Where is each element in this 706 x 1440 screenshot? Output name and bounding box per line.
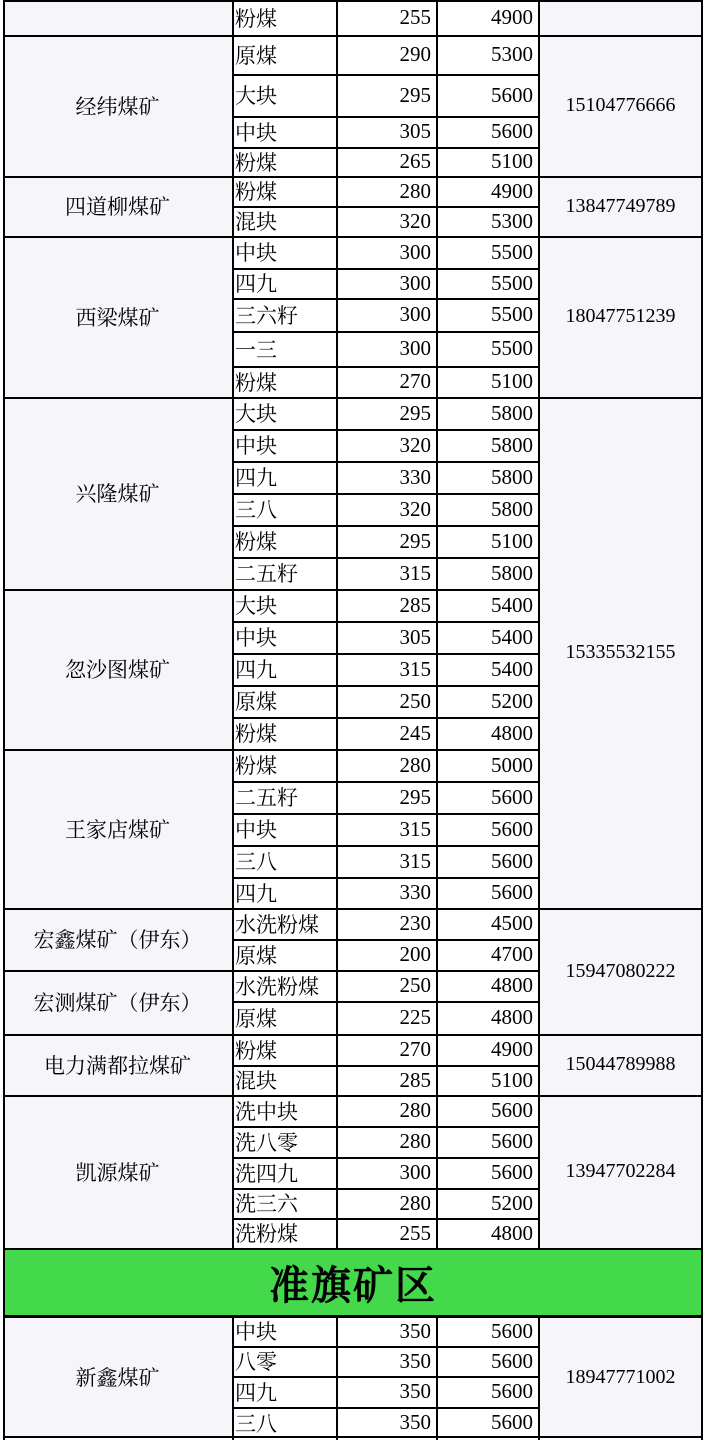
- grid-line: [336, 1316, 338, 1440]
- grid-line: [538, 0, 540, 1248]
- grid-line: [3, 908, 232, 910]
- coal-type: 大块: [232, 589, 336, 621]
- price: 350: [336, 1316, 436, 1346]
- price: 280: [336, 1095, 436, 1126]
- coal-type: 二五籽: [232, 557, 336, 589]
- calorific-value: 5800: [436, 429, 538, 461]
- price: 295: [336, 525, 436, 557]
- coal-type: 原煤: [232, 685, 336, 717]
- grid-line: [436, 1316, 438, 1440]
- coal-type: 洗八零: [232, 1126, 336, 1157]
- price: 250: [336, 970, 436, 1001]
- coal-type: 原煤: [232, 1001, 336, 1034]
- grid-line: [232, 1218, 538, 1220]
- price: 300: [336, 331, 436, 366]
- grid-line: [232, 116, 538, 118]
- grid-line: [538, 1034, 703, 1036]
- calorific-value: 4900: [436, 0, 538, 35]
- grid-line: [538, 35, 703, 37]
- grid-line: [232, 1376, 538, 1378]
- coal-type: 洗粉煤: [232, 1218, 336, 1248]
- calorific-value: 5600: [436, 1126, 538, 1157]
- grid-line: [232, 749, 538, 751]
- contact-phone: 15044789988: [538, 1034, 703, 1095]
- contact-phone: [538, 0, 703, 35]
- price: 300: [336, 298, 436, 331]
- coal-type: 粉煤: [232, 147, 336, 176]
- calorific-value: 5600: [436, 1407, 538, 1438]
- price: 300: [336, 268, 436, 298]
- contact-phone: 15104776666: [538, 35, 703, 176]
- coal-type: 粉煤: [232, 525, 336, 557]
- coal-type: 中块: [232, 813, 336, 845]
- coal-type: 水洗粉煤: [232, 970, 336, 1001]
- grid-line: [232, 206, 538, 208]
- price: 350: [336, 1346, 436, 1376]
- grid-line: [232, 1157, 538, 1159]
- price: 250: [336, 685, 436, 717]
- coal-type: 中块: [232, 1316, 336, 1346]
- grid-line: [232, 461, 538, 463]
- price: 230: [336, 908, 436, 939]
- coal-type: 粉煤: [232, 717, 336, 749]
- price: 320: [336, 493, 436, 525]
- price: 295: [336, 781, 436, 813]
- contact-phone: 13947702284: [538, 1095, 703, 1248]
- coal-type: 三八: [232, 1407, 336, 1438]
- grid-line: [3, 589, 232, 591]
- mine-name: 凯源煤矿: [3, 1095, 232, 1248]
- grid-line: [538, 908, 703, 910]
- mine-name: 宏鑫煤矿（伊东）: [3, 908, 232, 970]
- calorific-value: 5600: [436, 845, 538, 877]
- grid-line: [232, 331, 538, 333]
- grid-line: [3, 397, 232, 399]
- grid-line: [232, 525, 538, 527]
- grid-line: [232, 845, 538, 847]
- grid-line: [232, 908, 538, 910]
- grid-line: [538, 236, 703, 238]
- price: 280: [336, 1126, 436, 1157]
- calorific-value: 5500: [436, 268, 538, 298]
- grid-line: [232, 877, 538, 879]
- grid-line: [232, 1188, 538, 1190]
- calorific-value: 5200: [436, 1188, 538, 1218]
- grid-line: [538, 1316, 540, 1440]
- calorific-value: 4700: [436, 939, 538, 970]
- coal-type: 四九: [232, 461, 336, 493]
- price: 290: [336, 35, 436, 74]
- calorific-value: 5400: [436, 589, 538, 621]
- grid-line: [232, 813, 538, 815]
- price: 300: [336, 236, 436, 268]
- grid-line: [3, 0, 5, 1248]
- coal-type: 一三: [232, 331, 336, 366]
- calorific-value: 5400: [436, 621, 538, 653]
- coal-type: 混块: [232, 1065, 336, 1095]
- grid-line: [232, 621, 538, 623]
- calorific-value: 5100: [436, 525, 538, 557]
- mine-name: 兴隆煤矿: [3, 397, 232, 589]
- price: 320: [336, 206, 436, 236]
- grid-line: [232, 1407, 538, 1409]
- calorific-value: 5600: [436, 1376, 538, 1407]
- grid-line: [232, 1095, 538, 1097]
- grid-line: [3, 236, 232, 238]
- contact-phone: 15947080222: [538, 908, 703, 1034]
- calorific-value: 5100: [436, 1065, 538, 1095]
- grid-line: [3, 749, 232, 751]
- coal-type: 四九: [232, 1376, 336, 1407]
- grid-line: [232, 717, 538, 719]
- coal-type: 粉煤: [232, 749, 336, 781]
- grid-line: [3, 0, 232, 2]
- grid-line: [232, 653, 538, 655]
- coal-type: 原煤: [232, 35, 336, 74]
- coal-type: 中块: [232, 429, 336, 461]
- price: 315: [336, 557, 436, 589]
- mine-name: 王家店煤矿: [3, 749, 232, 908]
- grid-line: [538, 1436, 703, 1438]
- coal-type: 四九: [232, 877, 336, 908]
- grid-line: [232, 781, 538, 783]
- calorific-value: 5600: [436, 116, 538, 147]
- price: 320: [336, 429, 436, 461]
- calorific-value: 5200: [436, 685, 538, 717]
- coal-type: 八零: [232, 1346, 336, 1376]
- mine-name: 宏测煤矿（伊东）: [3, 970, 232, 1034]
- mine-name: 经纬煤矿: [3, 35, 232, 176]
- coal-type: 粉煤: [232, 0, 336, 35]
- grid-line: [3, 1316, 5, 1440]
- calorific-value: 5600: [436, 781, 538, 813]
- calorific-value: 4800: [436, 1218, 538, 1248]
- calorific-value: 5400: [436, 653, 538, 685]
- grid-line: [232, 1001, 538, 1003]
- coal-type: 粉煤: [232, 176, 336, 206]
- grid-line: [232, 366, 538, 368]
- coal-type: 四九: [232, 653, 336, 685]
- calorific-value: 5600: [436, 1346, 538, 1376]
- grid-line: [232, 939, 538, 941]
- calorific-value: 5100: [436, 366, 538, 397]
- mine-name: 西梁煤矿: [3, 236, 232, 397]
- mine-name: 忽沙图煤矿: [3, 589, 232, 749]
- grid-line: [3, 176, 232, 178]
- coal-type: 二五籽: [232, 781, 336, 813]
- price: 315: [336, 845, 436, 877]
- coal-type: 三六籽: [232, 298, 336, 331]
- coal-type: 洗中块: [232, 1095, 336, 1126]
- coal-type: 中块: [232, 621, 336, 653]
- grid-line: [232, 1065, 538, 1067]
- price: 255: [336, 0, 436, 35]
- calorific-value: 5600: [436, 1157, 538, 1188]
- coal-type: 粉煤: [232, 1034, 336, 1065]
- coal-type: 中块: [232, 236, 336, 268]
- calorific-value: 5000: [436, 749, 538, 781]
- grid-line: [3, 1248, 5, 1316]
- grid-line: [232, 1316, 234, 1440]
- calorific-value: 4800: [436, 717, 538, 749]
- price: 300: [336, 1157, 436, 1188]
- coal-type: 洗四九: [232, 1157, 336, 1188]
- price: 270: [336, 1034, 436, 1065]
- calorific-value: 4500: [436, 908, 538, 939]
- calorific-value: 5600: [436, 813, 538, 845]
- coal-type: 粉煤: [232, 366, 336, 397]
- calorific-value: 5800: [436, 397, 538, 429]
- grid-line: [232, 0, 538, 2]
- mine-name: [3, 0, 232, 35]
- calorific-value: 5800: [436, 493, 538, 525]
- price: 295: [336, 74, 436, 116]
- grid-line: [232, 557, 538, 559]
- calorific-value: 5500: [436, 298, 538, 331]
- price: 315: [336, 813, 436, 845]
- calorific-value: 5800: [436, 461, 538, 493]
- coal-type: 水洗粉煤: [232, 908, 336, 939]
- grid-line: [232, 176, 538, 178]
- price: 285: [336, 1065, 436, 1095]
- grid-line: [3, 1095, 232, 1097]
- grid-line: [232, 589, 538, 591]
- price: 305: [336, 621, 436, 653]
- price: 270: [336, 366, 436, 397]
- grid-line: [3, 970, 232, 972]
- calorific-value: 5300: [436, 206, 538, 236]
- grid-line: [232, 429, 538, 431]
- grid-line: [232, 236, 538, 238]
- mine-name: 新鑫煤矿: [3, 1316, 232, 1438]
- grid-line: [232, 0, 234, 1248]
- price: 245: [336, 717, 436, 749]
- coal-type: 混块: [232, 206, 336, 236]
- calorific-value: 5800: [436, 557, 538, 589]
- price: 330: [336, 877, 436, 908]
- price: 255: [336, 1218, 436, 1248]
- grid-line: [232, 298, 538, 300]
- contact-phone: 13847749789: [538, 176, 703, 236]
- grid-line: [232, 970, 538, 972]
- coal-type: 原煤: [232, 939, 336, 970]
- price: 350: [336, 1407, 436, 1438]
- price: 200: [336, 939, 436, 970]
- price: 305: [336, 116, 436, 147]
- price: 265: [336, 147, 436, 176]
- grid-line: [436, 0, 438, 1248]
- grid-line: [232, 35, 538, 37]
- grid-line: [538, 0, 703, 2]
- grid-line: [538, 397, 703, 399]
- grid-line: [3, 1034, 232, 1036]
- coal-type: 中块: [232, 116, 336, 147]
- grid-line: [701, 1248, 703, 1316]
- price: 315: [336, 653, 436, 685]
- grid-line: [232, 1034, 538, 1036]
- contact-phone: 18047751239: [538, 236, 703, 397]
- price: 350: [336, 1376, 436, 1407]
- calorific-value: 4900: [436, 1034, 538, 1065]
- grid-line: [232, 1126, 538, 1128]
- region-header: 准旗矿区: [3, 1248, 703, 1316]
- coal-type: 四九: [232, 268, 336, 298]
- grid-line: [232, 268, 538, 270]
- calorific-value: 5100: [436, 147, 538, 176]
- coal-type: 大块: [232, 397, 336, 429]
- grid-line: [538, 176, 703, 178]
- price: 280: [336, 749, 436, 781]
- grid-line: [232, 397, 538, 399]
- grid-line: [701, 1316, 703, 1440]
- grid-line: [3, 1436, 232, 1438]
- grid-line: [232, 493, 538, 495]
- calorific-value: 5600: [436, 74, 538, 116]
- calorific-value: 5600: [436, 1316, 538, 1346]
- grid-line: [3, 35, 232, 37]
- coal-type: 大块: [232, 74, 336, 116]
- price: 280: [336, 1188, 436, 1218]
- calorific-value: 4800: [436, 970, 538, 1001]
- mine-name: 电力满都拉煤矿: [3, 1034, 232, 1095]
- calorific-value: 5300: [436, 35, 538, 74]
- contact-phone: 18947771002: [538, 1316, 703, 1438]
- price: 295: [336, 397, 436, 429]
- contact-phone: 15335532155: [538, 397, 703, 908]
- grid-line: [232, 1436, 538, 1438]
- grid-line: [232, 685, 538, 687]
- grid-line: [232, 74, 538, 76]
- grid-line: [3, 1248, 703, 1250]
- grid-line: [336, 0, 338, 1248]
- price: 280: [336, 176, 436, 206]
- grid-line: [538, 1095, 703, 1097]
- grid-line: [232, 147, 538, 149]
- calorific-value: 4900: [436, 176, 538, 206]
- price: 225: [336, 1001, 436, 1034]
- price: 330: [336, 461, 436, 493]
- price: 285: [336, 589, 436, 621]
- grid-line: [701, 0, 703, 1248]
- calorific-value: 5600: [436, 1095, 538, 1126]
- coal-type: 三八: [232, 493, 336, 525]
- grid-line: [3, 1315, 703, 1317]
- coal-type: 三八: [232, 845, 336, 877]
- coal-type: 洗三六: [232, 1188, 336, 1218]
- mine-name: 四道柳煤矿: [3, 176, 232, 236]
- calorific-value: 5600: [436, 877, 538, 908]
- grid-line: [232, 1346, 538, 1348]
- calorific-value: 5500: [436, 236, 538, 268]
- calorific-value: 4800: [436, 1001, 538, 1034]
- calorific-value: 5500: [436, 331, 538, 366]
